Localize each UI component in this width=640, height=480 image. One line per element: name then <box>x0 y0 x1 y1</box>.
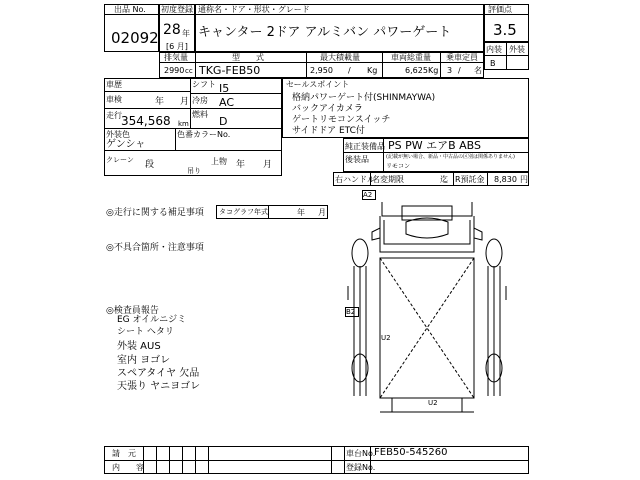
inspector-item: EG オイルニジミ <box>117 315 187 325</box>
max-load-sep: / <box>348 66 351 75</box>
capacity-label: 乗車定員 <box>446 53 478 62</box>
recycle-label: R預託金 <box>455 175 485 184</box>
genuine-value: PS PW エアB ABS <box>388 139 482 152</box>
inspection-year-unit: 年 <box>155 97 165 107</box>
displacement-label: 排気量 <box>164 53 188 62</box>
lift-month-unit: 月 <box>263 160 273 170</box>
recycle-unit: 円 <box>520 175 528 184</box>
mileage-unit: km <box>178 120 189 128</box>
shift-label: シフト <box>192 80 216 89</box>
aftermarket-note: (記載が無い場合、新品・中古品の区別は関係ありません) <box>386 154 515 160</box>
contents-label: 内 容 <box>112 463 144 472</box>
score-value: 3.5 <box>493 21 517 39</box>
sales-item: バックアイカメラ <box>292 104 363 114</box>
inspection-month-unit: 月 <box>180 97 190 107</box>
first-reg-year: 28 <box>163 22 181 38</box>
color-no-label: 色番 <box>177 130 193 139</box>
interior-label: 内装 <box>486 45 502 54</box>
aftermarket-value: リモコン <box>386 163 411 170</box>
gross-weight-label: 車両総重量 <box>391 53 431 62</box>
sales-item: サイドドア ETC付 <box>292 126 365 136</box>
crane-stage: 段 <box>145 160 155 170</box>
tacho-year-unit: 年 <box>297 208 305 217</box>
lift-year-unit: 年 <box>236 160 246 170</box>
name-change-label: 名変期限 <box>372 175 404 184</box>
displacement-unit: cc <box>185 67 193 75</box>
capacity-value: 3 <box>447 66 453 75</box>
chassis-label: 車台No. <box>346 449 376 458</box>
inspector-item: スペアタイヤ 欠品 <box>117 368 200 379</box>
model-code: TKG-FEB50 <box>199 64 261 77</box>
vehicle-history-label: 車歴 <box>106 80 122 89</box>
chassis-number: FEB50-545260 <box>374 447 448 458</box>
fuel-label: 燃料 <box>192 110 208 119</box>
lift-unit: 吊り <box>187 167 201 175</box>
mileage-label: 走行 <box>106 111 122 120</box>
inspector-label: ◎検査員報告 <box>106 306 159 316</box>
displacement-value: 2990 <box>164 66 185 75</box>
color-change-label: カラーNo. <box>193 130 231 139</box>
sales-label: セールスポイント <box>286 80 350 89</box>
tacho-label: タコグラフ年式 <box>219 208 268 216</box>
model-name: キャンター 2ドア アルミバン パワーゲート <box>198 25 452 40</box>
crane-label: クレーン <box>106 156 134 164</box>
sales-item: 格納パワーゲート付(SHINMAYWA) <box>292 93 436 103</box>
damage-mark-label: U2 <box>428 399 438 407</box>
defects-label: ◎不具合箇所・注意事項 <box>106 243 204 253</box>
damage-mark-label: A2 <box>363 191 373 199</box>
genuine-label: 純正装備品 <box>345 142 385 151</box>
tacho-month-unit: 月 <box>318 208 326 217</box>
inspection-label: 車検 <box>106 95 122 104</box>
supplementary-label: ◎走行に関する補足事項 <box>106 208 204 218</box>
capacity-unit: 名 <box>474 66 482 75</box>
max-load-value: 2,950 <box>310 66 333 75</box>
capacity-sep: / <box>458 66 461 75</box>
gross-weight-unit: Kg <box>428 66 439 75</box>
registration-label: 登録No. <box>346 463 376 472</box>
mileage-value: 354,568 <box>121 114 171 128</box>
max-load-unit: Kg <box>367 66 378 75</box>
first-reg-label: 初度登録 <box>161 5 193 14</box>
damage-mark-label: B2 <box>346 308 356 316</box>
shift-value: I5 <box>219 82 230 95</box>
lot-number: 02092 <box>111 29 159 47</box>
first-reg-year-unit: 年 <box>182 29 190 38</box>
damage-mark-label: U2 <box>381 334 391 342</box>
lift-label: 上物 <box>211 157 227 166</box>
recycle-value: 8,830 <box>494 175 517 184</box>
ac-value: AC <box>219 96 235 109</box>
auction-no-label: 出品 No. <box>114 5 146 14</box>
inspector-item: 室内 ヨゴレ <box>117 355 171 366</box>
exterior-label: 外装 <box>509 45 525 54</box>
ac-label: 冷房 <box>192 96 208 105</box>
first-reg-month: [6 月] <box>166 42 188 51</box>
interior-grade: B <box>490 59 496 68</box>
score-label: 評価点 <box>488 5 512 14</box>
inspector-item: 天張り ヤニヨゴレ <box>117 381 201 392</box>
gross-weight-value: 6,625 <box>405 66 428 75</box>
first-reg-month-value: 6 月 <box>169 42 185 51</box>
sales-item: ゲートリモコンスイッチ <box>292 115 391 125</box>
inspector-item: 外装 AUS <box>117 341 161 352</box>
max-load-label: 最大積載量 <box>320 53 360 62</box>
name-change-value: 迄 <box>440 175 448 184</box>
fuel-value: D <box>219 115 228 128</box>
truck-diagram <box>340 186 530 431</box>
aftermarket-label: 後装品 <box>345 155 369 164</box>
type-label: 型 式 <box>232 53 264 62</box>
model-header: 通称名・ドア・形状・グレード <box>198 5 310 14</box>
request-label: 請 元 <box>112 449 136 458</box>
steering-value: 右ハンドル <box>335 175 375 184</box>
exterior-color-value: ゲンシャ <box>106 139 146 150</box>
inspector-item: シート ヘタリ <box>117 327 174 337</box>
exterior-color-label: 外装色 <box>106 130 130 139</box>
